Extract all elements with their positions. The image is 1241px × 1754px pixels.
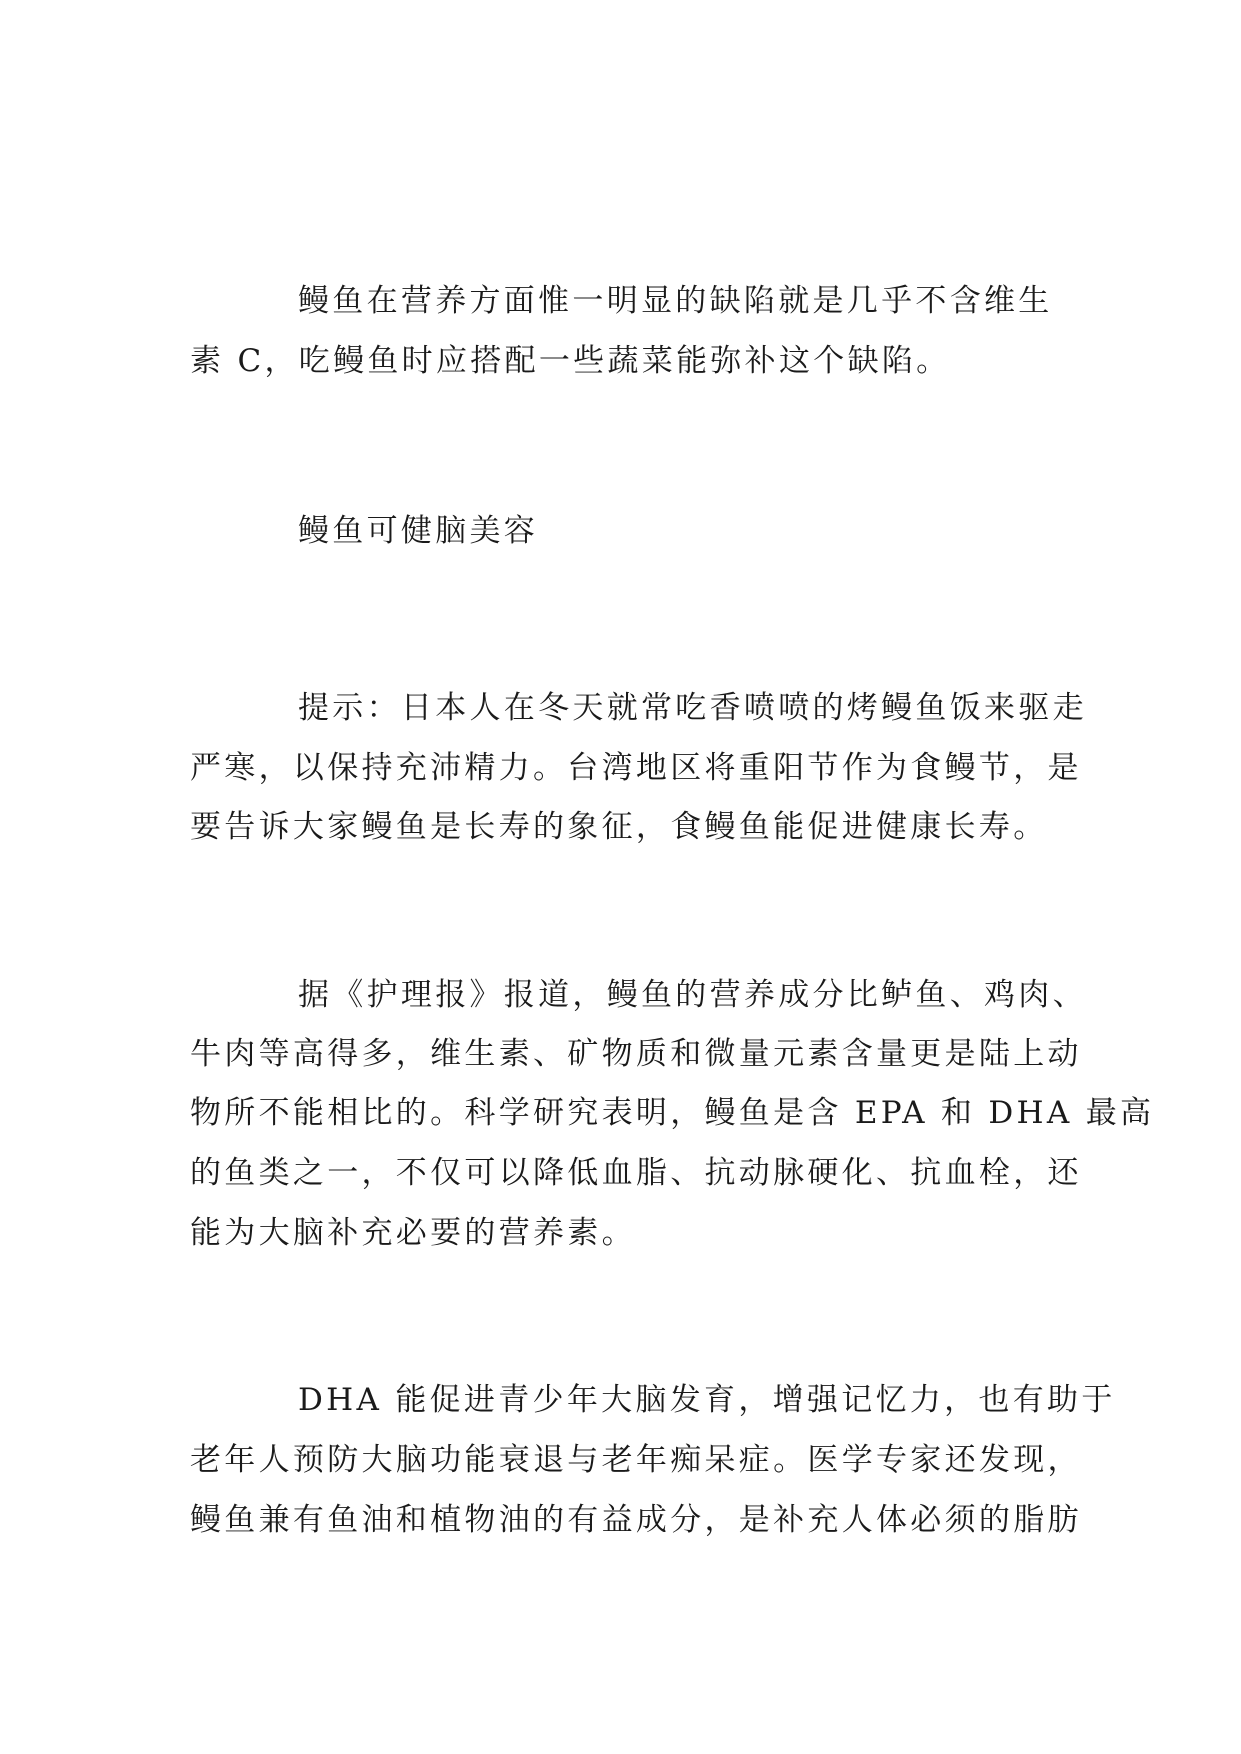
paragraph-3-line-2: 严寒，以保持充沛精力。台湾地区将重阳节作为食鳗节，是 xyxy=(190,750,1082,786)
paragraph-3-line-3: 要告诉大家鳗鱼是长寿的象征，食鳗鱼能促进健康长寿。 xyxy=(190,809,1048,845)
paragraph-4-line-2: 牛肉等高得多，维生素、矿物质和微量元素含量更是陆上动 xyxy=(190,1036,1082,1072)
paragraph-5-line-1: DHA 能促进青少年大脑发育，增强记忆力，也有助于 xyxy=(298,1382,1116,1418)
paragraph-4-line-1: 据《护理报》报道，鳗鱼的营养成分比鲈鱼、鸡肉、 xyxy=(298,977,1087,1013)
paragraph-5-line-2: 老年人预防大脑功能衰退与老年痴呆症。医学专家还发现， xyxy=(190,1442,1082,1478)
paragraph-1-line-2: 素 C，吃鳗鱼时应搭配一些蔬菜能弥补这个缺陷。 xyxy=(190,343,951,379)
paragraph-3-line-1: 提示：日本人在冬天就常吃香喷喷的烤鳗鱼饭来驱走 xyxy=(298,690,1087,726)
paragraph-4-line-4: 的鱼类之一，不仅可以降低血脂、抗动脉硬化、抗血栓，还 xyxy=(190,1155,1082,1191)
paragraph-1-line-1: 鳗鱼在营养方面惟一明显的缺陷就是几乎不含维生 xyxy=(298,283,1053,319)
paragraph-5-line-3: 鳗鱼兼有鱼油和植物油的有益成分，是补充人体必须的脂肪 xyxy=(190,1502,1082,1538)
paragraph-4-line-5: 能为大脑补充必要的营养素。 xyxy=(190,1215,636,1251)
paragraph-4-line-3: 物所不能相比的。科学研究表明，鳗鱼是含 EPA 和 DHA 最高 xyxy=(190,1095,1155,1131)
section-heading: 鳗鱼可健脑美容 xyxy=(298,513,539,549)
